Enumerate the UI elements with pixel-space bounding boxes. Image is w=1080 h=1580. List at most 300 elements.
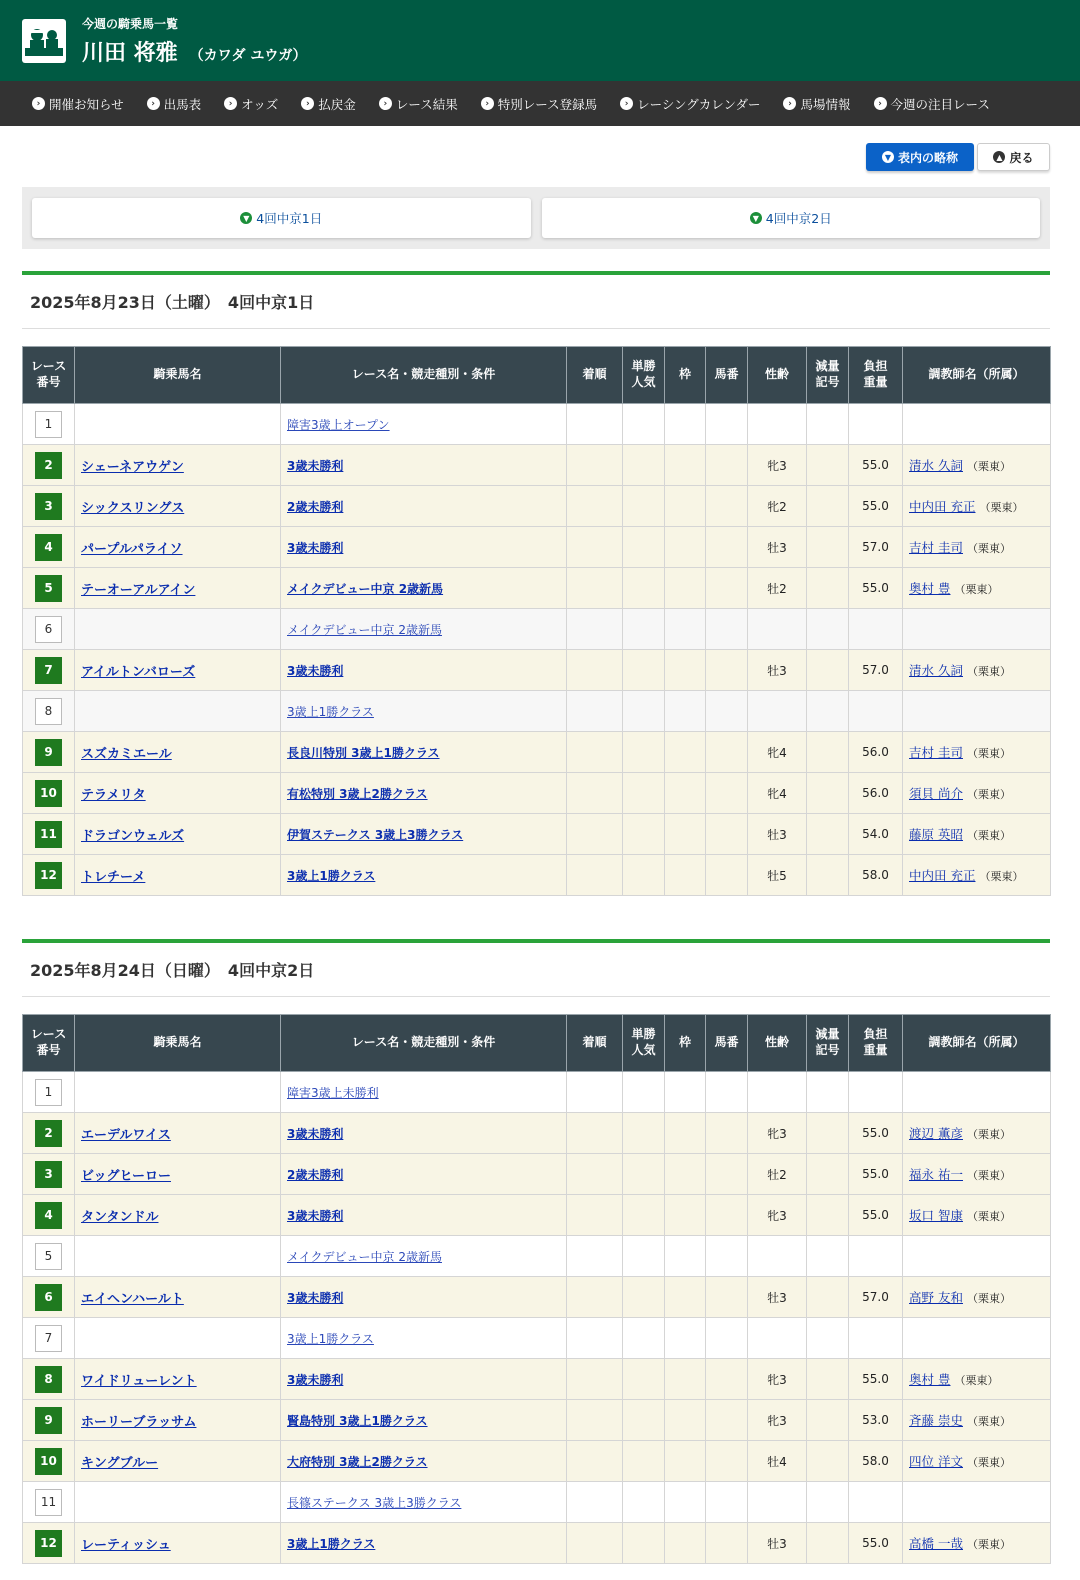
race-number: 4 — [35, 534, 62, 561]
jockey-name: 川田 将雅 — [82, 40, 178, 66]
finish-cell — [567, 773, 623, 814]
trainer-affiliation: （栗東） — [966, 1169, 1011, 1182]
finish-cell — [567, 1523, 623, 1564]
popularity-cell — [623, 1072, 665, 1113]
frame-cell — [665, 1236, 706, 1277]
horse-link[interactable]: エーデルワイス — [81, 1127, 171, 1143]
finish-cell — [567, 1482, 623, 1523]
sex-age-cell — [748, 1236, 807, 1277]
reduction-cell — [807, 486, 849, 527]
sex-age-cell: 牝4 — [748, 773, 807, 814]
race-number: 3 — [35, 493, 62, 520]
horse-no-cell — [706, 1523, 748, 1564]
col-reduction: 減量 記号 — [807, 347, 849, 404]
sex-age-cell: 牡2 — [748, 568, 807, 609]
table-row — [23, 404, 1051, 445]
frame-cell — [665, 1072, 706, 1113]
race-number: 10 — [35, 780, 62, 807]
frame-cell — [665, 773, 706, 814]
nav-item-results[interactable]: › レース結果 — [379, 95, 458, 113]
trainer-link[interactable]: 高野 友和 — [909, 1290, 963, 1305]
weight-cell: 57.0 — [849, 1277, 903, 1318]
finish-cell — [567, 732, 623, 773]
race-link[interactable]: 3歳未勝利 — [287, 1290, 344, 1305]
reduction-cell — [807, 773, 849, 814]
chevron-right-icon: › — [620, 97, 633, 110]
horse-link[interactable]: トレチーメ — [81, 869, 146, 885]
popularity-cell — [623, 732, 665, 773]
col-weight: 負担 重量 — [849, 347, 903, 404]
trainer-affiliation: （栗東） — [966, 665, 1011, 678]
finish-cell — [567, 814, 623, 855]
trainer-link[interactable]: 清水 久詞 — [909, 663, 963, 678]
frame-cell — [665, 568, 706, 609]
table-row — [23, 650, 1051, 691]
reduction-cell — [807, 1523, 849, 1564]
frame-cell — [665, 1441, 706, 1482]
day-tabs — [22, 187, 1050, 249]
jockey-icon — [22, 19, 66, 63]
popularity-cell — [623, 486, 665, 527]
finish-cell — [567, 1441, 623, 1482]
race-link[interactable]: 有松特別 3歳上2勝クラス — [287, 786, 428, 801]
horse-no-cell — [706, 568, 748, 609]
popularity-cell — [623, 1113, 665, 1154]
trainer-link[interactable]: 奥村 豊 — [909, 1372, 951, 1387]
reduction-cell — [807, 404, 849, 445]
race-link[interactable]: 3歳上1勝クラス — [287, 704, 374, 719]
col-trainer: 調教師名（所属） — [903, 347, 1051, 404]
finish-cell — [567, 568, 623, 609]
frame-cell — [665, 1482, 706, 1523]
sex-age-cell — [748, 691, 807, 732]
trainer-affiliation: （栗東） — [966, 788, 1011, 801]
horse-link[interactable]: アイルトンバローズ — [81, 664, 196, 680]
col-sex-age: 性齢 — [748, 1015, 807, 1072]
table-row — [23, 1072, 1051, 1113]
horse-no-cell — [706, 773, 748, 814]
trainer-link[interactable]: 中内田 充正 — [909, 868, 976, 883]
popularity-cell — [623, 1400, 665, 1441]
col-race-no: レース 番号 — [23, 1015, 75, 1072]
horse-link[interactable]: シックスリングス — [81, 500, 185, 516]
nav-item-track[interactable]: › 馬場情報 — [783, 95, 850, 113]
weight-cell: 56.0 — [849, 773, 903, 814]
weight-cell: 55.0 — [849, 568, 903, 609]
sex-age-cell: 牝3 — [748, 445, 807, 486]
trainer-link[interactable]: 清水 久詞 — [909, 458, 963, 473]
trainer-link[interactable]: 中内田 充正 — [909, 499, 976, 514]
nav-item-notice[interactable]: › 開催お知らせ — [32, 95, 124, 113]
col-horse-no: 馬番 — [706, 1015, 748, 1072]
table-row — [23, 1400, 1051, 1441]
sex-age-cell: 牡5 — [748, 855, 807, 896]
race-link[interactable]: 3歳上1勝クラス — [287, 1331, 374, 1346]
popularity-cell — [623, 1154, 665, 1195]
finish-cell — [567, 1400, 623, 1441]
chevron-right-icon: › — [874, 97, 887, 110]
reduction-cell — [807, 1195, 849, 1236]
toolbar — [0, 143, 1080, 187]
tab-day-2[interactable]: ▼ 4回中京2日 — [542, 198, 1041, 238]
trainer-affiliation: （栗東） — [966, 542, 1011, 555]
popularity-cell — [623, 773, 665, 814]
trainer-link[interactable]: 須貝 尚介 — [909, 786, 963, 801]
tab-day-1[interactable]: ▼ 4回中京1日 — [32, 198, 531, 238]
popularity-cell — [623, 855, 665, 896]
sex-age-cell: 牝3 — [748, 1113, 807, 1154]
frame-cell — [665, 445, 706, 486]
race-number: 6 — [35, 616, 62, 643]
finish-cell — [567, 609, 623, 650]
chevron-down-icon: ▼ — [882, 151, 894, 163]
sex-age-cell: 牝3 — [748, 1400, 807, 1441]
reduction-cell — [807, 1400, 849, 1441]
popularity-cell — [623, 1482, 665, 1523]
table-row — [23, 1359, 1051, 1400]
finish-cell — [567, 691, 623, 732]
horse-link[interactable]: テラメリタ — [81, 787, 146, 803]
chevron-right-icon: › — [481, 97, 494, 110]
main-nav — [0, 81, 1080, 126]
col-reduction: 減量 記号 — [807, 1015, 849, 1072]
race-link[interactable]: 賢島特別 3歳上1勝クラス — [287, 1413, 428, 1428]
horse-link[interactable]: ホーリーブラッサム — [81, 1414, 197, 1430]
popularity-cell — [623, 1441, 665, 1482]
frame-cell — [665, 527, 706, 568]
sex-age-cell: 牝2 — [748, 486, 807, 527]
trainer-link[interactable]: 福永 祐一 — [909, 1167, 963, 1182]
reduction-cell — [807, 527, 849, 568]
weight-cell: 55.0 — [849, 486, 903, 527]
col-weight: 負担 重量 — [849, 1015, 903, 1072]
abbreviation-button[interactable]: ▼ 表内の略称 — [866, 143, 974, 171]
reduction-cell — [807, 568, 849, 609]
finish-cell — [567, 1318, 623, 1359]
race-link[interactable]: 長良川特別 3歳上1勝クラス — [287, 745, 440, 760]
nav-item-calendar[interactable]: › レーシングカレンダー — [620, 95, 760, 113]
trainer-affiliation: （栗東） — [954, 583, 999, 596]
col-sex-age: 性齢 — [748, 347, 807, 404]
popularity-cell — [623, 691, 665, 732]
trainer-affiliation: （栗東） — [966, 1292, 1011, 1305]
frame-cell — [665, 609, 706, 650]
race-link[interactable]: メイクデビュー中京 2歳新馬 — [287, 622, 442, 637]
race-link[interactable]: 3歳未勝利 — [287, 1372, 344, 1387]
horse-link[interactable]: シェーネアウゲン — [81, 459, 184, 475]
table-row — [23, 773, 1051, 814]
trainer-link[interactable]: 坂口 智康 — [909, 1208, 963, 1223]
chevron-right-icon: › — [147, 97, 160, 110]
finish-cell — [567, 1154, 623, 1195]
frame-cell — [665, 1400, 706, 1441]
table-row — [23, 732, 1051, 773]
race-link[interactable]: 3歳未勝利 — [287, 458, 344, 473]
table-row — [23, 609, 1051, 650]
popularity-cell — [623, 527, 665, 568]
sex-age-cell: 牡4 — [748, 1441, 807, 1482]
table-row — [23, 486, 1051, 527]
finish-cell — [567, 527, 623, 568]
trainer-affiliation: （栗東） — [966, 1128, 1011, 1141]
table-row — [23, 814, 1051, 855]
col-race-no: レース 番号 — [23, 347, 75, 404]
trainer-affiliation: （栗東） — [966, 460, 1011, 473]
reduction-cell — [807, 1154, 849, 1195]
reduction-cell — [807, 1482, 849, 1523]
frame-cell — [665, 732, 706, 773]
horse-link[interactable]: テーオーアルアイン — [81, 582, 196, 598]
frame-cell — [665, 1113, 706, 1154]
col-trainer: 調教師名（所属） — [903, 1015, 1051, 1072]
nav-item-odds[interactable]: › オッズ — [224, 95, 278, 113]
race-link[interactable]: 3歳上1勝クラス — [287, 1536, 376, 1551]
race-number: 8 — [35, 1366, 62, 1393]
race-table — [22, 346, 1051, 896]
trainer-link[interactable]: 吉村 圭司 — [909, 745, 963, 760]
sex-age-cell — [748, 1072, 807, 1113]
trainer-link[interactable]: 斉藤 崇史 — [909, 1413, 963, 1428]
weight-cell: 58.0 — [849, 855, 903, 896]
chevron-right-icon: › — [783, 97, 796, 110]
weight-cell: 58.0 — [849, 1441, 903, 1482]
table-row — [23, 445, 1051, 486]
col-finish: 着順 — [567, 347, 623, 404]
popularity-cell — [623, 568, 665, 609]
table-row — [23, 1236, 1051, 1277]
weight-cell: 55.0 — [849, 1523, 903, 1564]
weight-cell: 57.0 — [849, 650, 903, 691]
trainer-link[interactable]: 藤原 英昭 — [909, 827, 963, 842]
popularity-cell — [623, 1277, 665, 1318]
weight-cell: 54.0 — [849, 814, 903, 855]
day-heading: 2025年8月24日（日曜） 4回中京2日 — [22, 939, 1050, 997]
horse-no-cell — [706, 732, 748, 773]
frame-cell — [665, 1359, 706, 1400]
chevron-down-icon: ▼ — [240, 212, 252, 224]
reduction-cell — [807, 814, 849, 855]
race-link[interactable]: 長篠ステークス 3歳上3勝クラス — [287, 1495, 462, 1510]
weight-cell: 57.0 — [849, 527, 903, 568]
race-number: 4 — [35, 1202, 62, 1229]
reduction-cell — [807, 445, 849, 486]
weight-cell — [849, 404, 903, 445]
frame-cell — [665, 404, 706, 445]
trainer-link[interactable]: 四位 洋文 — [909, 1454, 963, 1469]
horse-no-cell — [706, 1318, 748, 1359]
weight-cell — [849, 609, 903, 650]
race-link[interactable]: 2歳未勝利 — [287, 499, 344, 514]
race-number: 7 — [35, 1325, 62, 1352]
sex-age-cell: 牡3 — [748, 814, 807, 855]
back-button[interactable]: ▲ 戻る — [977, 143, 1050, 171]
horse-no-cell — [706, 1113, 748, 1154]
race-link[interactable]: 障害3歳上オープン — [287, 417, 390, 432]
table-row — [23, 1195, 1051, 1236]
sex-age-cell — [748, 1318, 807, 1359]
sex-age-cell: 牡3 — [748, 1277, 807, 1318]
horse-no-cell — [706, 691, 748, 732]
nav-item-featured[interactable]: › 今週の注目レース — [874, 95, 990, 113]
col-finish: 着順 — [567, 1015, 623, 1072]
weight-cell: 56.0 — [849, 732, 903, 773]
horse-no-cell — [706, 486, 748, 527]
trainer-affiliation: （栗東） — [966, 1538, 1011, 1551]
col-popularity: 単勝 人気 — [623, 347, 665, 404]
weight-cell: 55.0 — [849, 1195, 903, 1236]
race-number: 3 — [35, 1161, 62, 1188]
horse-no-cell — [706, 404, 748, 445]
race-number: 12 — [35, 862, 62, 889]
weight-cell: 55.0 — [849, 1359, 903, 1400]
horse-link[interactable]: タンタンドル — [81, 1209, 159, 1225]
col-race: レース名・競走種別・条件 — [281, 347, 567, 404]
trainer-affiliation: （栗東） — [979, 501, 1024, 514]
chevron-right-icon: › — [32, 97, 45, 110]
popularity-cell — [623, 404, 665, 445]
race-link[interactable]: 3歳未勝利 — [287, 540, 344, 555]
race-number: 11 — [35, 821, 62, 848]
reduction-cell — [807, 691, 849, 732]
race-number: 10 — [35, 1448, 62, 1475]
trainer-affiliation: （栗東） — [954, 1374, 999, 1387]
horse-no-cell — [706, 445, 748, 486]
race-link[interactable]: 3歳未勝利 — [287, 1208, 344, 1223]
col-horse: 騎乗馬名 — [75, 1015, 281, 1072]
race-number: 12 — [35, 1530, 62, 1557]
race-link[interactable]: 大府特別 3歳上2勝クラス — [287, 1454, 428, 1469]
trainer-link[interactable]: 高橋 一哉 — [909, 1536, 963, 1551]
weight-cell: 55.0 — [849, 1113, 903, 1154]
horse-no-cell — [706, 855, 748, 896]
nav-item-special-entries[interactable]: › 特別レース登録馬 — [481, 95, 597, 113]
horse-no-cell — [706, 1072, 748, 1113]
finish-cell — [567, 650, 623, 691]
page-subtitle: 今週の騎乗馬一覧 — [82, 16, 179, 31]
reduction-cell — [807, 1359, 849, 1400]
popularity-cell — [623, 445, 665, 486]
race-number: 1 — [35, 1079, 62, 1106]
race-number: 11 — [35, 1489, 62, 1516]
frame-cell — [665, 650, 706, 691]
horse-no-cell — [706, 814, 748, 855]
finish-cell — [567, 1359, 623, 1400]
horse-link[interactable]: ワイドリューレント — [81, 1373, 197, 1389]
popularity-cell — [623, 1318, 665, 1359]
frame-cell — [665, 1523, 706, 1564]
weight-cell: 55.0 — [849, 1154, 903, 1195]
horse-no-cell — [706, 650, 748, 691]
horse-link[interactable]: レーティッシュ — [81, 1537, 171, 1553]
finish-cell — [567, 1236, 623, 1277]
finish-cell — [567, 404, 623, 445]
horse-link[interactable]: パープルパライソ — [81, 541, 183, 557]
race-link[interactable]: 伊賀ステークス 3歳上3勝クラス — [287, 827, 464, 842]
finish-cell — [567, 1113, 623, 1154]
popularity-cell — [623, 650, 665, 691]
frame-cell — [665, 1154, 706, 1195]
race-number: 9 — [35, 1407, 62, 1434]
race-link[interactable]: 3歳上1勝クラス — [287, 868, 376, 883]
sex-age-cell: 牡3 — [748, 1523, 807, 1564]
horse-no-cell — [706, 1154, 748, 1195]
trainer-affiliation: （栗東） — [979, 870, 1024, 883]
trainer-link[interactable]: 吉村 圭司 — [909, 540, 963, 555]
race-number: 5 — [35, 1243, 62, 1270]
race-number: 1 — [35, 411, 62, 438]
weight-cell — [849, 1072, 903, 1113]
table-row — [23, 1441, 1051, 1482]
frame-cell — [665, 1195, 706, 1236]
horse-no-cell — [706, 1359, 748, 1400]
frame-cell — [665, 691, 706, 732]
weight-cell — [849, 1482, 903, 1523]
finish-cell — [567, 1195, 623, 1236]
race-link[interactable]: メイクデビュー中京 2歳新馬 — [287, 581, 444, 596]
chevron-right-icon: › — [301, 97, 314, 110]
horse-no-cell — [706, 1482, 748, 1523]
race-number: 5 — [35, 575, 62, 602]
frame-cell — [665, 486, 706, 527]
weight-cell: 53.0 — [849, 1400, 903, 1441]
horse-link[interactable]: エイヘンハールト — [81, 1291, 184, 1307]
table-header-row — [23, 347, 1051, 404]
weight-cell — [849, 1318, 903, 1359]
finish-cell — [567, 1072, 623, 1113]
trainer-affiliation: （栗東） — [966, 1415, 1011, 1428]
sex-age-cell: 牡2 — [748, 1154, 807, 1195]
horse-no-cell — [706, 527, 748, 568]
reduction-cell — [807, 1318, 849, 1359]
horse-no-cell — [706, 1236, 748, 1277]
race-link[interactable]: メイクデビュー中京 2歳新馬 — [287, 1249, 442, 1264]
weight-cell — [849, 691, 903, 732]
horse-link[interactable]: ドラゴンウェルズ — [81, 828, 185, 844]
race-link[interactable]: 2歳未勝利 — [287, 1167, 344, 1182]
reduction-cell — [807, 1236, 849, 1277]
race-link[interactable]: 障害3歳上未勝利 — [287, 1085, 379, 1100]
table-row — [23, 527, 1051, 568]
popularity-cell — [623, 1523, 665, 1564]
race-link[interactable]: 3歳未勝利 — [287, 1126, 344, 1141]
race-number: 8 — [35, 698, 62, 725]
horse-no-cell — [706, 1277, 748, 1318]
horse-link[interactable]: ビッグヒーロー — [81, 1168, 171, 1184]
horse-link[interactable]: スズカミエール — [81, 746, 172, 762]
race-number: 7 — [35, 657, 62, 684]
trainer-affiliation: （栗東） — [966, 1210, 1011, 1223]
reduction-cell — [807, 650, 849, 691]
reduction-cell — [807, 1072, 849, 1113]
trainer-link[interactable]: 渡辺 薫彦 — [909, 1126, 963, 1141]
sex-age-cell: 牝4 — [748, 732, 807, 773]
trainer-link[interactable]: 奥村 豊 — [909, 581, 951, 596]
nav-item-payout[interactable]: › 払戻金 — [301, 95, 356, 113]
nav-item-entries[interactable]: › 出馬表 — [147, 95, 202, 113]
finish-cell — [567, 445, 623, 486]
col-frame: 枠 — [665, 1015, 706, 1072]
race-link[interactable]: 3歳未勝利 — [287, 663, 344, 678]
popularity-cell — [623, 1236, 665, 1277]
horse-no-cell — [706, 1195, 748, 1236]
table-row — [23, 1113, 1051, 1154]
chevron-down-icon: ▼ — [750, 212, 762, 224]
table-row — [23, 691, 1051, 732]
col-horse-no: 馬番 — [706, 347, 748, 404]
race-table — [22, 1014, 1051, 1564]
trainer-affiliation: （栗東） — [966, 1456, 1011, 1469]
horse-link[interactable]: キングブルー — [81, 1455, 159, 1471]
